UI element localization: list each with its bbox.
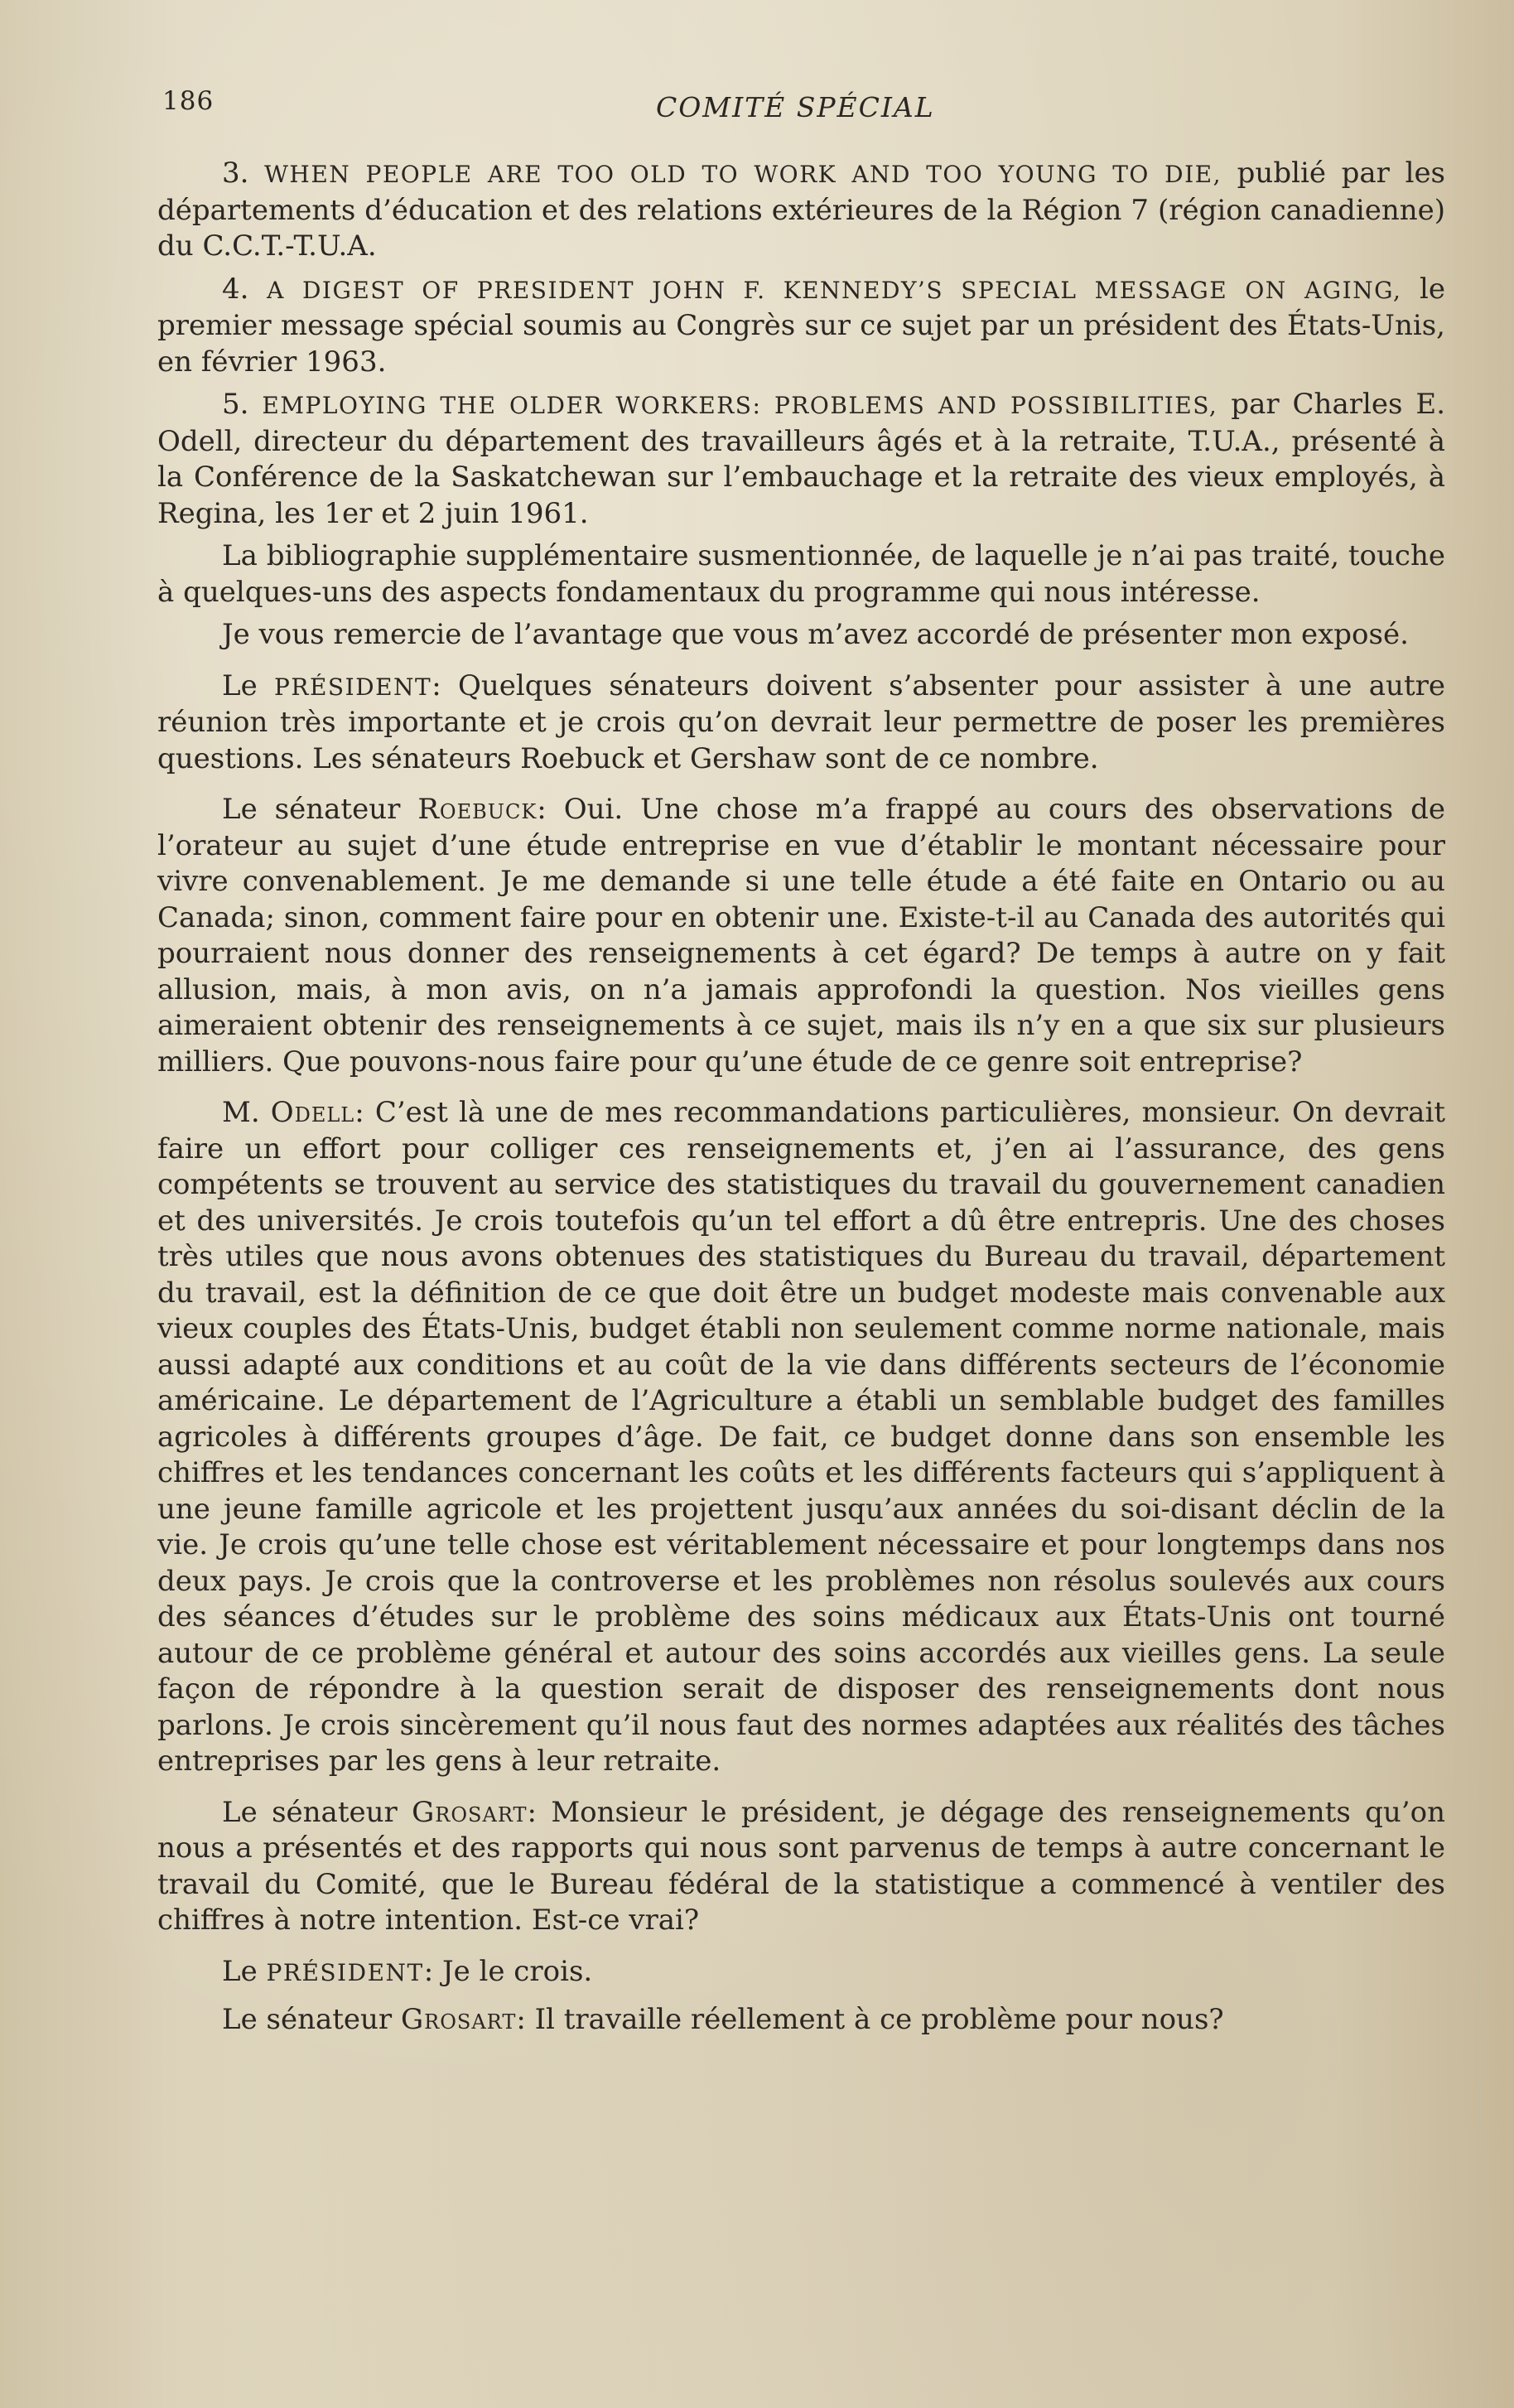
speech-roebuck [157,792,1445,1080]
item-number: 5. [222,388,249,421]
speech-president-1 [157,668,1445,778]
item-text: le premier message spécial soumis au Congrès sur ce sujet par un président des États-Unis, en février 1963. [157,272,1446,379]
paragraph-thanks: Je vous remercie de l’avantage que vous m’avez accordé de présenter mon exposé. [222,618,1409,651]
bibliography-item-4 [157,272,1445,381]
speaker-prefix: M. [222,1096,271,1129]
speech-text: : C’est là une de mes recommandations particulières, monsieur. On devrait faire un effort pour colliger ces renseignements et, j’en ai l’assurance, des gens compétents se trouvent au service des statistiques du travail du gouvernement canadien et des universités. Je crois toutefois qu’un tel effort a dû être entrepris. Une des choses très utiles que nous avons obtenues des statistiques du Bureau du travail, département du travail, est la définition de ce que doit être un budget modeste mais convenable aux vieux couples des États-Unis, budget établi non seulement comme norme nationale, mais aussi adapté aux conditions et au coût de la vie dans différents secteurs de l’économie américaine. Le département de l’Agriculture a établi un semblable budget des familles agricoles à différents groupes d’âge. De fait, ce budget donne dans son ensemble les chiffres et les tendances concernant les coûts et les différents facteurs qui s’appliquent à une jeune famille agricole et les projettent jusqu’aux années du soi-disant déclin de la vie. Je crois qu’une telle chose est véritablement nécessaire et pour longtemps dans nos deux pays. Je crois que la controverse et les problèmes non résolus soulevés aux cours des séances d’études sur le problème des soins médicaux aux États-Unis ont tourné autour de ce problème général et autour des soins accordés aux vieilles gens. La seule façon de répondre à la question serait de disposer des renseignements dont nous parlons. Je crois sincèrement qu’il nous faut des normes adaptées aux réalités des tâches entreprises par les gens à leur retraite. [157,1096,1445,1778]
page-number: 186 [162,86,215,116]
speech-text: : Quelques sénateurs doivent s’absenter pour assister à une autre réunion très importante et je crois qu’on devrait leur permettre de poser les premières questions. Les sénateurs Roebuck et Gershaw sont de ce nombre. [157,668,1445,775]
bibliography-item-3 [157,156,1445,265]
speaker-name: Grosart [412,1795,528,1829]
speaker-name: PRÉSIDENT [274,673,432,701]
item-text: par Charles E. Odell, directeur du département des travailleurs âgés et à la retraite, T.U.A., présenté à la Conférence de la Saskatchewan sur l’embauchage et la retraite des vieux employés, à Regina, les 1er et 2 juin 1961. [157,388,1446,530]
speech-text: : Il travaille réellement à ce problème pour nous? [516,2003,1224,2036]
speaker-name: PRÉSIDENT [266,1958,424,1986]
speaker-name: Odell [270,1096,355,1129]
speech-text: : Je le crois. [423,1954,593,1988]
speaker-prefix: Le [222,1954,267,1988]
speech-grosart-2 [157,2002,1445,2039]
item-number: 3. [222,157,249,190]
item-text: publié par les départements d’éducation et des relations extérieures de la Région 7 (région canadienne) du C.C.T.-T.U.A. [157,157,1446,263]
running-title: COMITÉ SPÉCIAL [656,91,935,123]
item-number: 4. [222,272,249,306]
body-text [157,156,1445,2050]
speech-president-2 [157,1954,1445,1991]
speaker-prefix: Le sénateur [222,2003,401,2036]
page-header [162,76,1423,126]
paragraph-bibliography-note: La bibliographie supplémentaire susmentionnée, de laquelle je n’ai pas traité, touche à quelques-uns des aspects fondamentaux du programme qui nous intéresse. [157,539,1445,609]
speech-grosart-1 [157,1795,1445,1939]
speech-text: : Monsieur le président, je dégage des renseignements qu’on nous a présentés et des rapports qui nous sont parvenus de temps à autre concernant le travail du Comité, que le Bureau fédéral de la statistique a commencé à ventiler des chiffres à notre intention. Est-ce vrai? [157,1795,1445,1937]
speaker-prefix: Le [222,668,275,702]
speaker-prefix: Le sénateur [222,1795,412,1829]
speaker-name: Grosart [401,2003,517,2036]
speech-odell [157,1095,1445,1780]
bibliography-item-5 [157,387,1445,532]
speech-text: : Oui. Une chose m’a frappé au cours des observations de l’orateur au sujet d’une étude entreprise en vue d’établir le montant nécessaire pour vivre convenablement. Je me demande si une telle étude a été faite en Ontario ou au Canada; sinon, comment faire pour en obtenir une. Existe-t-il au Canada des autorités qui pourraient nous donner des renseignements à cet égard? De temps à autre on y fait allusion, mais, à mon avis, on n’a jamais approfondi la question. Nos vieilles gens aimeraient obtenir des renseignements à ce sujet, mais ils n’y en a que six sur plusieurs milliers. Que pouvons-nous faire pour qu’une étude de ce genre soit entreprise? [157,793,1445,1079]
speaker-name: Roebuck [417,793,538,826]
item-title: A DIGEST OF PRESIDENT JOHN F. KENNEDY’S SPECIAL MESSAGE ON AGING, [267,276,1402,304]
speaker-prefix: Le sénateur [222,793,418,826]
item-title: WHEN PEOPLE ARE TOO OLD TO WORK AND TOO YOUNG TO DIE, [264,161,1222,188]
item-title: EMPLOYING THE OLDER WORKERS: PROBLEMS AND POSSIBILITIES, [262,392,1218,419]
